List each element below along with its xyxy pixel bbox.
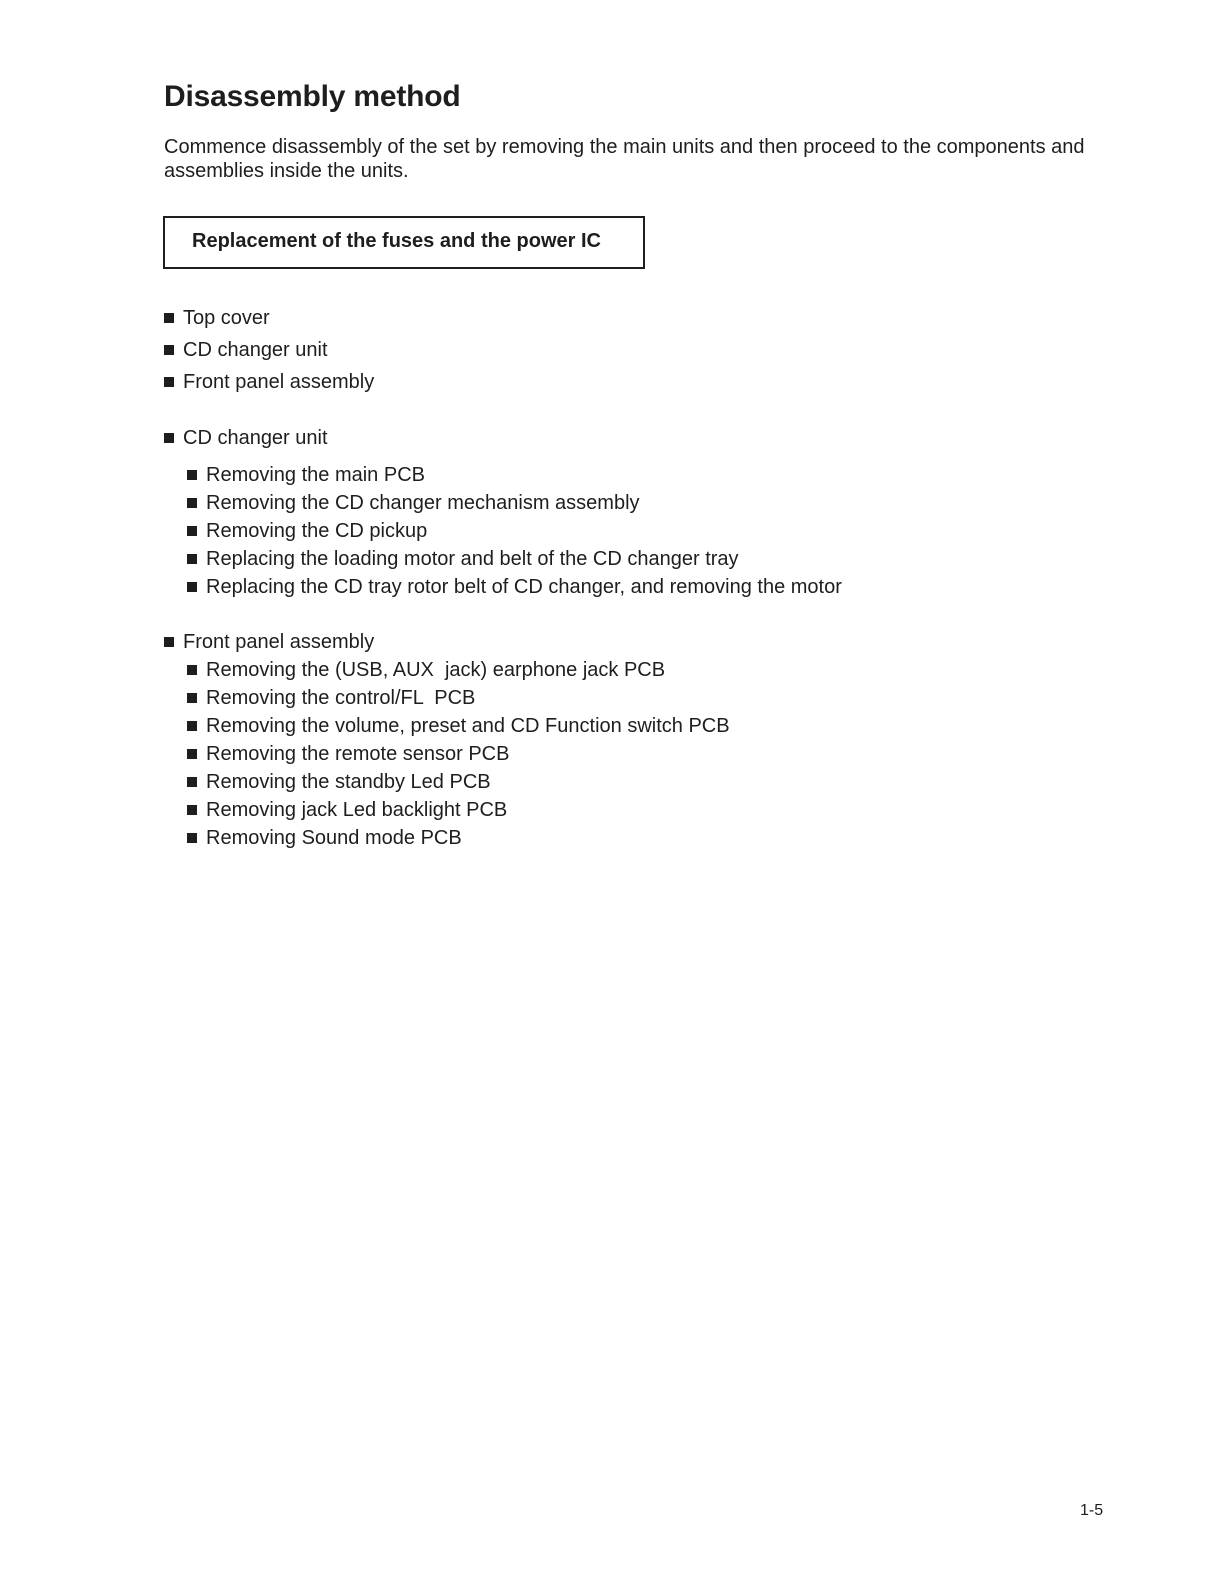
list-item: Removing the (USB, AUX jack) earphone jack PCB [187, 658, 665, 682]
square-bullet-icon [187, 554, 197, 564]
page-number: 1-5 [1080, 1502, 1104, 1519]
list-item: Removing the remote sensor PCB [187, 742, 509, 766]
list-item: Removing the CD changer mechanism assembly [187, 491, 640, 515]
list-item: Removing the main PCB [187, 463, 425, 487]
square-bullet-icon [187, 470, 197, 480]
square-bullet-icon [187, 749, 197, 759]
square-bullet-icon [187, 498, 197, 508]
square-bullet-icon [187, 721, 197, 731]
cd-changer-heading: CD changer unit [164, 426, 328, 450]
square-bullet-icon [187, 833, 197, 843]
front-panel-heading: Front panel assembly [164, 630, 374, 654]
list-item: Removing the control/FL PCB [187, 686, 475, 710]
page-title: Disassembly method [164, 80, 461, 113]
list-item-cd-changer: CD changer unit [164, 338, 328, 362]
list-item: Replacing the CD tray rotor belt of CD changer, and removing the motor [187, 575, 842, 599]
square-bullet-icon [187, 665, 197, 675]
square-bullet-icon [164, 637, 174, 647]
square-bullet-icon [187, 805, 197, 815]
list-item-front-panel: Front panel assembly [164, 370, 374, 394]
list-item: Removing the volume, preset and CD Function switch PCB [187, 714, 730, 738]
square-bullet-icon [164, 377, 174, 387]
section-box-label: Replacement of the fuses and the power IC [192, 230, 601, 252]
square-bullet-icon [164, 433, 174, 443]
square-bullet-icon [187, 777, 197, 787]
square-bullet-icon [187, 582, 197, 592]
list-item: Removing jack Led backlight PCB [187, 798, 507, 822]
list-item: Replacing the loading motor and belt of the CD changer tray [187, 547, 739, 571]
list-item: Removing Sound mode PCB [187, 826, 462, 850]
list-item: Removing the standby Led PCB [187, 770, 491, 794]
square-bullet-icon [164, 345, 174, 355]
square-bullet-icon [187, 693, 197, 703]
list-item-top-cover: Top cover [164, 306, 270, 330]
section-box [163, 216, 645, 269]
intro-paragraph: Commence disassembly of the set by removing the main units and then proceed to the components and assemblies inside the units. [164, 136, 1085, 182]
square-bullet-icon [164, 313, 174, 323]
list-item: Removing the CD pickup [187, 519, 427, 543]
square-bullet-icon [187, 526, 197, 536]
